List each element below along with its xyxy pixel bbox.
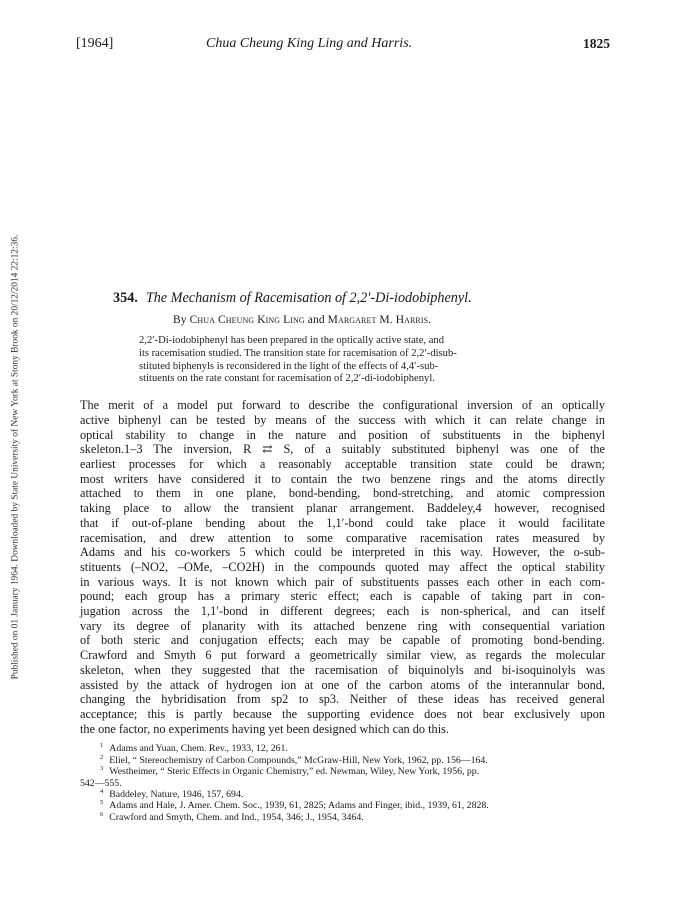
download-watermark [0, 0, 30, 913]
body-line: skeleton, when they suggested that the racemisation of biquinolyls and bi-isoquinolyls was [80, 662, 605, 677]
reference-item [80, 743, 605, 754]
author-2: Margaret M. Harris. [327, 314, 432, 326]
reference-number: 6 [100, 810, 104, 818]
body-line: Adams and his co-workers 5 which could be interpreted in this way. However, the o-sub- [80, 545, 605, 560]
body-line: in various ways. It is not known which pair of substituents passes each other in each com- [80, 574, 605, 589]
reference-text: Adams and Yuan, Chem. Rev., 1933, 12, 261. [109, 743, 288, 755]
article-number: 354. [113, 290, 138, 306]
body-line: that if out-of-plane bending about the 1,1′-bond could take place it would facilitate [80, 515, 605, 530]
body-text [80, 398, 605, 736]
reference-number: 3 [100, 764, 104, 772]
body-line: assisted by the attack of hydrogen ion at one of the carbon atoms of the interannular bond, [80, 677, 605, 692]
reference-item [80, 755, 605, 766]
body-line: earliest processes for which a reasonably acceptable transition state could be drawn; [80, 457, 605, 471]
body-line: stituents (–NO2, –OMe, –CO2H) in the compounds quoted may affect the optical stability [80, 559, 605, 574]
running-header [76, 36, 610, 56]
article-title [113, 290, 605, 307]
reference-item [80, 778, 605, 789]
header-page-number: 1825 [583, 36, 610, 51]
reference-number: 2 [100, 753, 104, 761]
reference-item [80, 812, 605, 823]
reference-number: 4 [100, 787, 104, 795]
author-line [173, 314, 605, 326]
body-line: vary its degree of planarity with its attached benzene ring with consequential variation [80, 618, 605, 633]
body-line: of both steric and conjugation effects; each may be capable of promoting bond-bending. [80, 633, 605, 648]
article [80, 290, 605, 823]
body-line: racemisation, and drew attention to some comparative racemisation rates measured by [80, 530, 605, 545]
body-line: jugation across the 1,1′-bond in different degrees; each is non-spherical, and can itself [80, 604, 605, 619]
article-title-text: The Mechanism of Racemisation of 2,2′-Di-iodobiphenyl. [145, 290, 472, 306]
body-line: active biphenyl can be tested by means of the success with which it can relate change in [80, 412, 605, 427]
reference-text: 542—555. [80, 777, 122, 789]
body-line: the one factor, no experiments having yet been designed which can do this. [80, 721, 449, 736]
abstract-line: stituted biphenyls is reconsidered in the light of the effects of 4,4′-sub- [139, 360, 439, 372]
reference-text: Eliel, “ Stereochemistry of Carbon Compounds,” McGraw-Hill, New York, 1962, pp. 156—164. [109, 754, 488, 766]
reference-number: 1 [100, 742, 104, 750]
download-watermark-text: Published on 01 January 1964. Downloaded by State University of New York at Stony Brook on 20/12/2014 22:12:36. [10, 234, 20, 679]
reference-item [80, 789, 605, 800]
body-line: pound; each group has a primary steric effect; each is capable of taking part in con- [80, 589, 605, 604]
body-line: changing the hybridisation from sp2 to sp3. Neither of these ideas has received general [80, 692, 605, 707]
reference-item [80, 766, 605, 777]
reference-item [80, 800, 605, 811]
reference-text: Adams and Hale, J. Amer. Chem. Soc., 1939, 61, 2825; Adams and Finger, ibid., 1939, 61, 2828. [109, 800, 489, 812]
header-running-title: Chua Cheung King Ling and Harris. [206, 36, 413, 51]
reference-text: Westheimer, “ Steric Effects in Organic Chemistry,” ed. Newman, Wiley, New York, 1956, pp. [109, 766, 480, 778]
author-by: By [173, 314, 187, 326]
body-line: taking place to allow the transient planar arrangement. Baddeley,4 however, recognised [80, 501, 605, 516]
abstract [139, 335, 549, 386]
body-line: most writers have considered it to contain the two benzene rings and the atoms directly [80, 471, 605, 486]
body-line: Crawford and Smyth 6 put forward a geometrically similar view, as regards the molecular [80, 648, 605, 663]
header-year: [1964] [76, 36, 114, 51]
reference-text: Baddeley, Nature, 1946, 157, 694. [109, 788, 244, 800]
abstract-line: 2,2′-Di-iodobiphenyl has been prepared in the optically active state, and [139, 335, 445, 346]
body-line: skeleton.1–3 The inversion, R ⇄ S, of a suitably substituted biphenyl was one of the [80, 442, 605, 457]
body-line: attached to them in one plane, bond-bending, bond-stretching, and atomic compression [80, 486, 605, 501]
author-and: and [307, 314, 325, 326]
body-line: acceptance; this is partly because the supporting evidence does not bear exclusively upon [80, 706, 605, 721]
author-1: Chua Cheung King Ling [189, 314, 305, 326]
abstract-line: its racemisation studied. The transition state for racemisation of 2,2′-disub- [139, 347, 457, 359]
body-line: optical stability to change in the nature and position of substituents in the biphenyl [80, 427, 605, 442]
abstract-line: stituents on the rate constant for racemisation of 2,2′-di-iodobiphenyl. [139, 373, 435, 385]
reference-number: 5 [100, 799, 104, 807]
body-line: The merit of a model put forward to describe the configurational inversion of an optically [80, 398, 605, 413]
reference-text: Crawford and Smyth, Chem. and Ind., 1954, 346; J., 1954, 3464. [109, 811, 364, 823]
footnote-references [80, 743, 605, 823]
